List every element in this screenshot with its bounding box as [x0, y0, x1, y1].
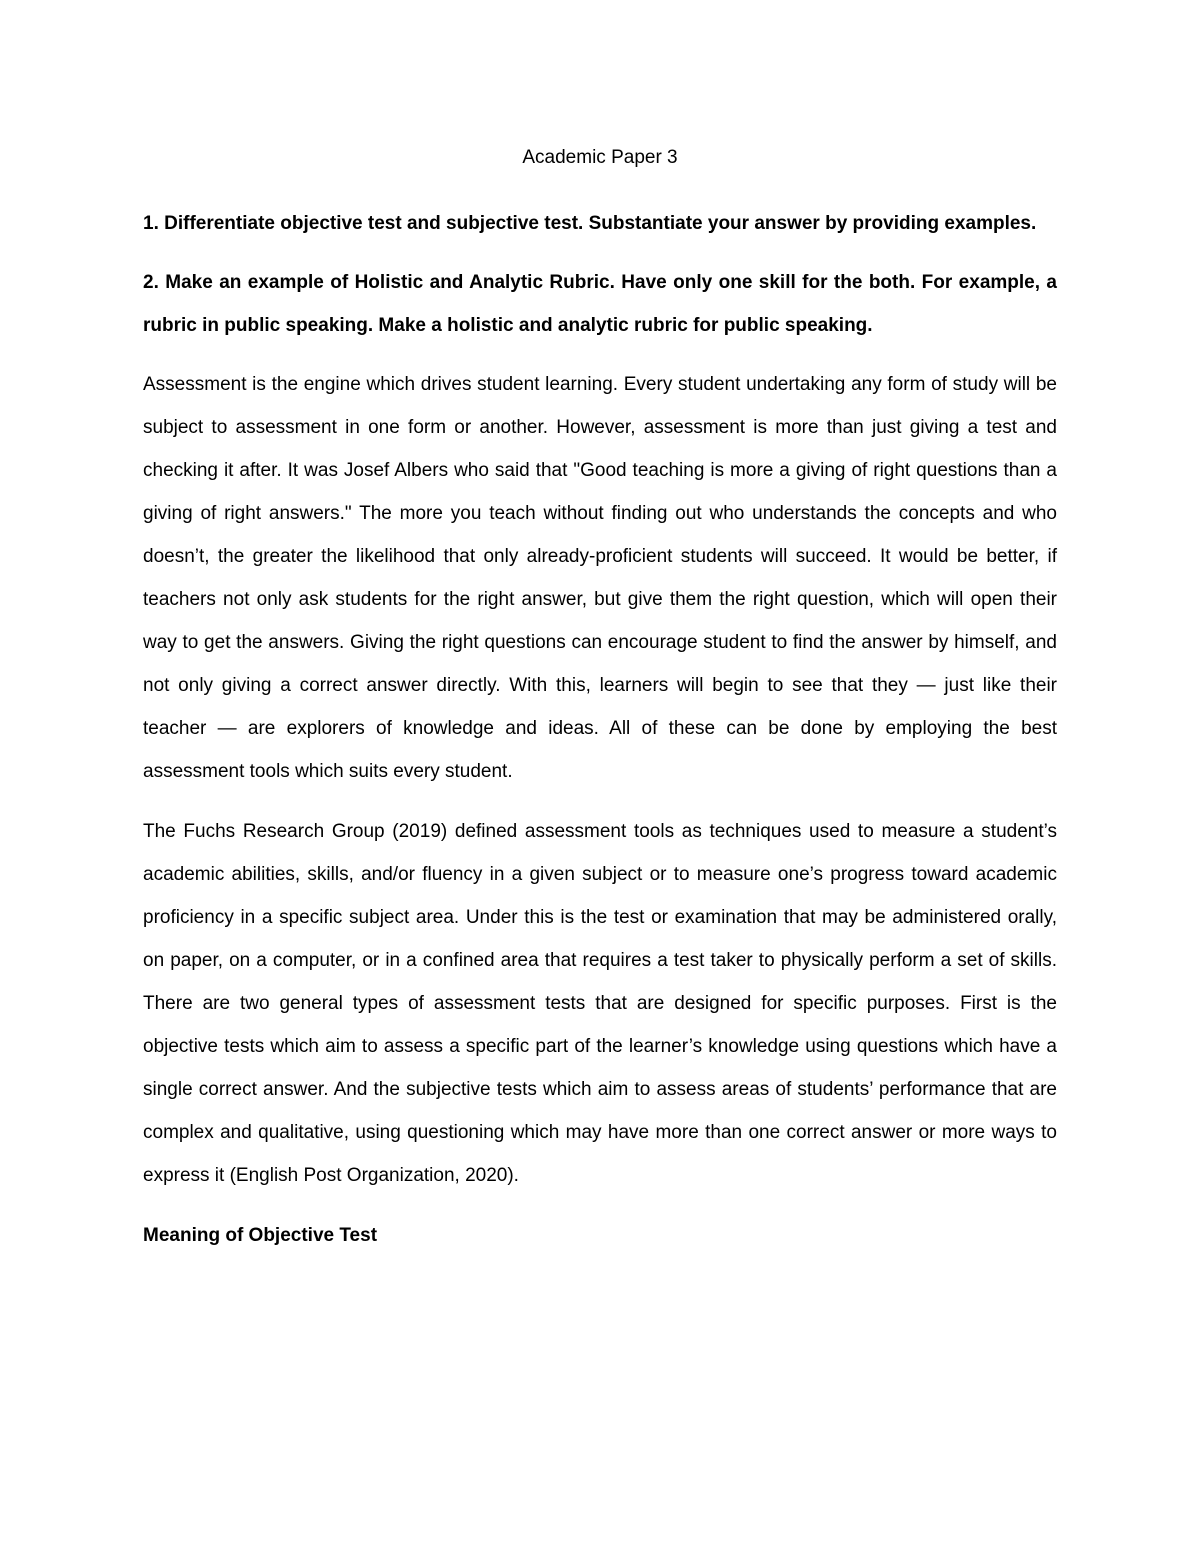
question-1: 1. Differentiate objective test and subjective test. Substantiate your answer by providing examples.: [143, 213, 1037, 234]
question-2: 2. Make an example of Holistic and Analytic Rubric. Have only one skill for the both. For example, a rubric in public speaking. Make a holistic and analytic rubric for public speaking.: [143, 272, 1057, 336]
paragraph-assessment-tools: The Fuchs Research Group (2019) defined assessment tools as techniques used to measure a student’s academic abilities, skills, and/or fluency in a given subject or to measure one’s progress toward academic proficiency in a specific subject area. Under this is the test or examination that may be administered orally, on paper, on a computer, or in a confined area that requires a test taker to physically perform a set of skills. There are two general types of assessment tests that are designed for specific purposes. First is the objective tests which aim to assess a specific part of the learner’s knowledge using questions which have a single correct answer. And the subjective tests which aim to assess areas of students’ performance that are complex and qualitative, using questioning which may have more than one correct answer or more ways to express it (English Post Organization, 2020).: [143, 821, 1057, 1186]
paragraph-assessment-intro: Assessment is the engine which drives student learning. Every student undertaking any form of study will be subject to assessment in one form or another. However, assessment is more than just giving a test and checking it after. It was Josef Albers who said that "Good teaching is more a giving of right questions than a giving of right answers." The more you teach without finding out who understands the concepts and who doesn’t, the greater the likelihood that only already-proficient students will succeed. It would be better, if teachers not only ask students for the right answer, but give them the right question, which will open their way to get the answers. Giving the right questions can encourage student to find the answer by himself, and not only giving a correct answer directly. With this, learners will begin to see that they — just like their teacher — are explorers of knowledge and ideas. All of these can be done by employing the best assessment tools which suits every student.: [143, 374, 1057, 782]
document-body: [143, 140, 1057, 1257]
document-title: Academic Paper 3: [522, 147, 678, 168]
section-heading-objective-test: Meaning of Objective Test: [143, 1225, 378, 1246]
